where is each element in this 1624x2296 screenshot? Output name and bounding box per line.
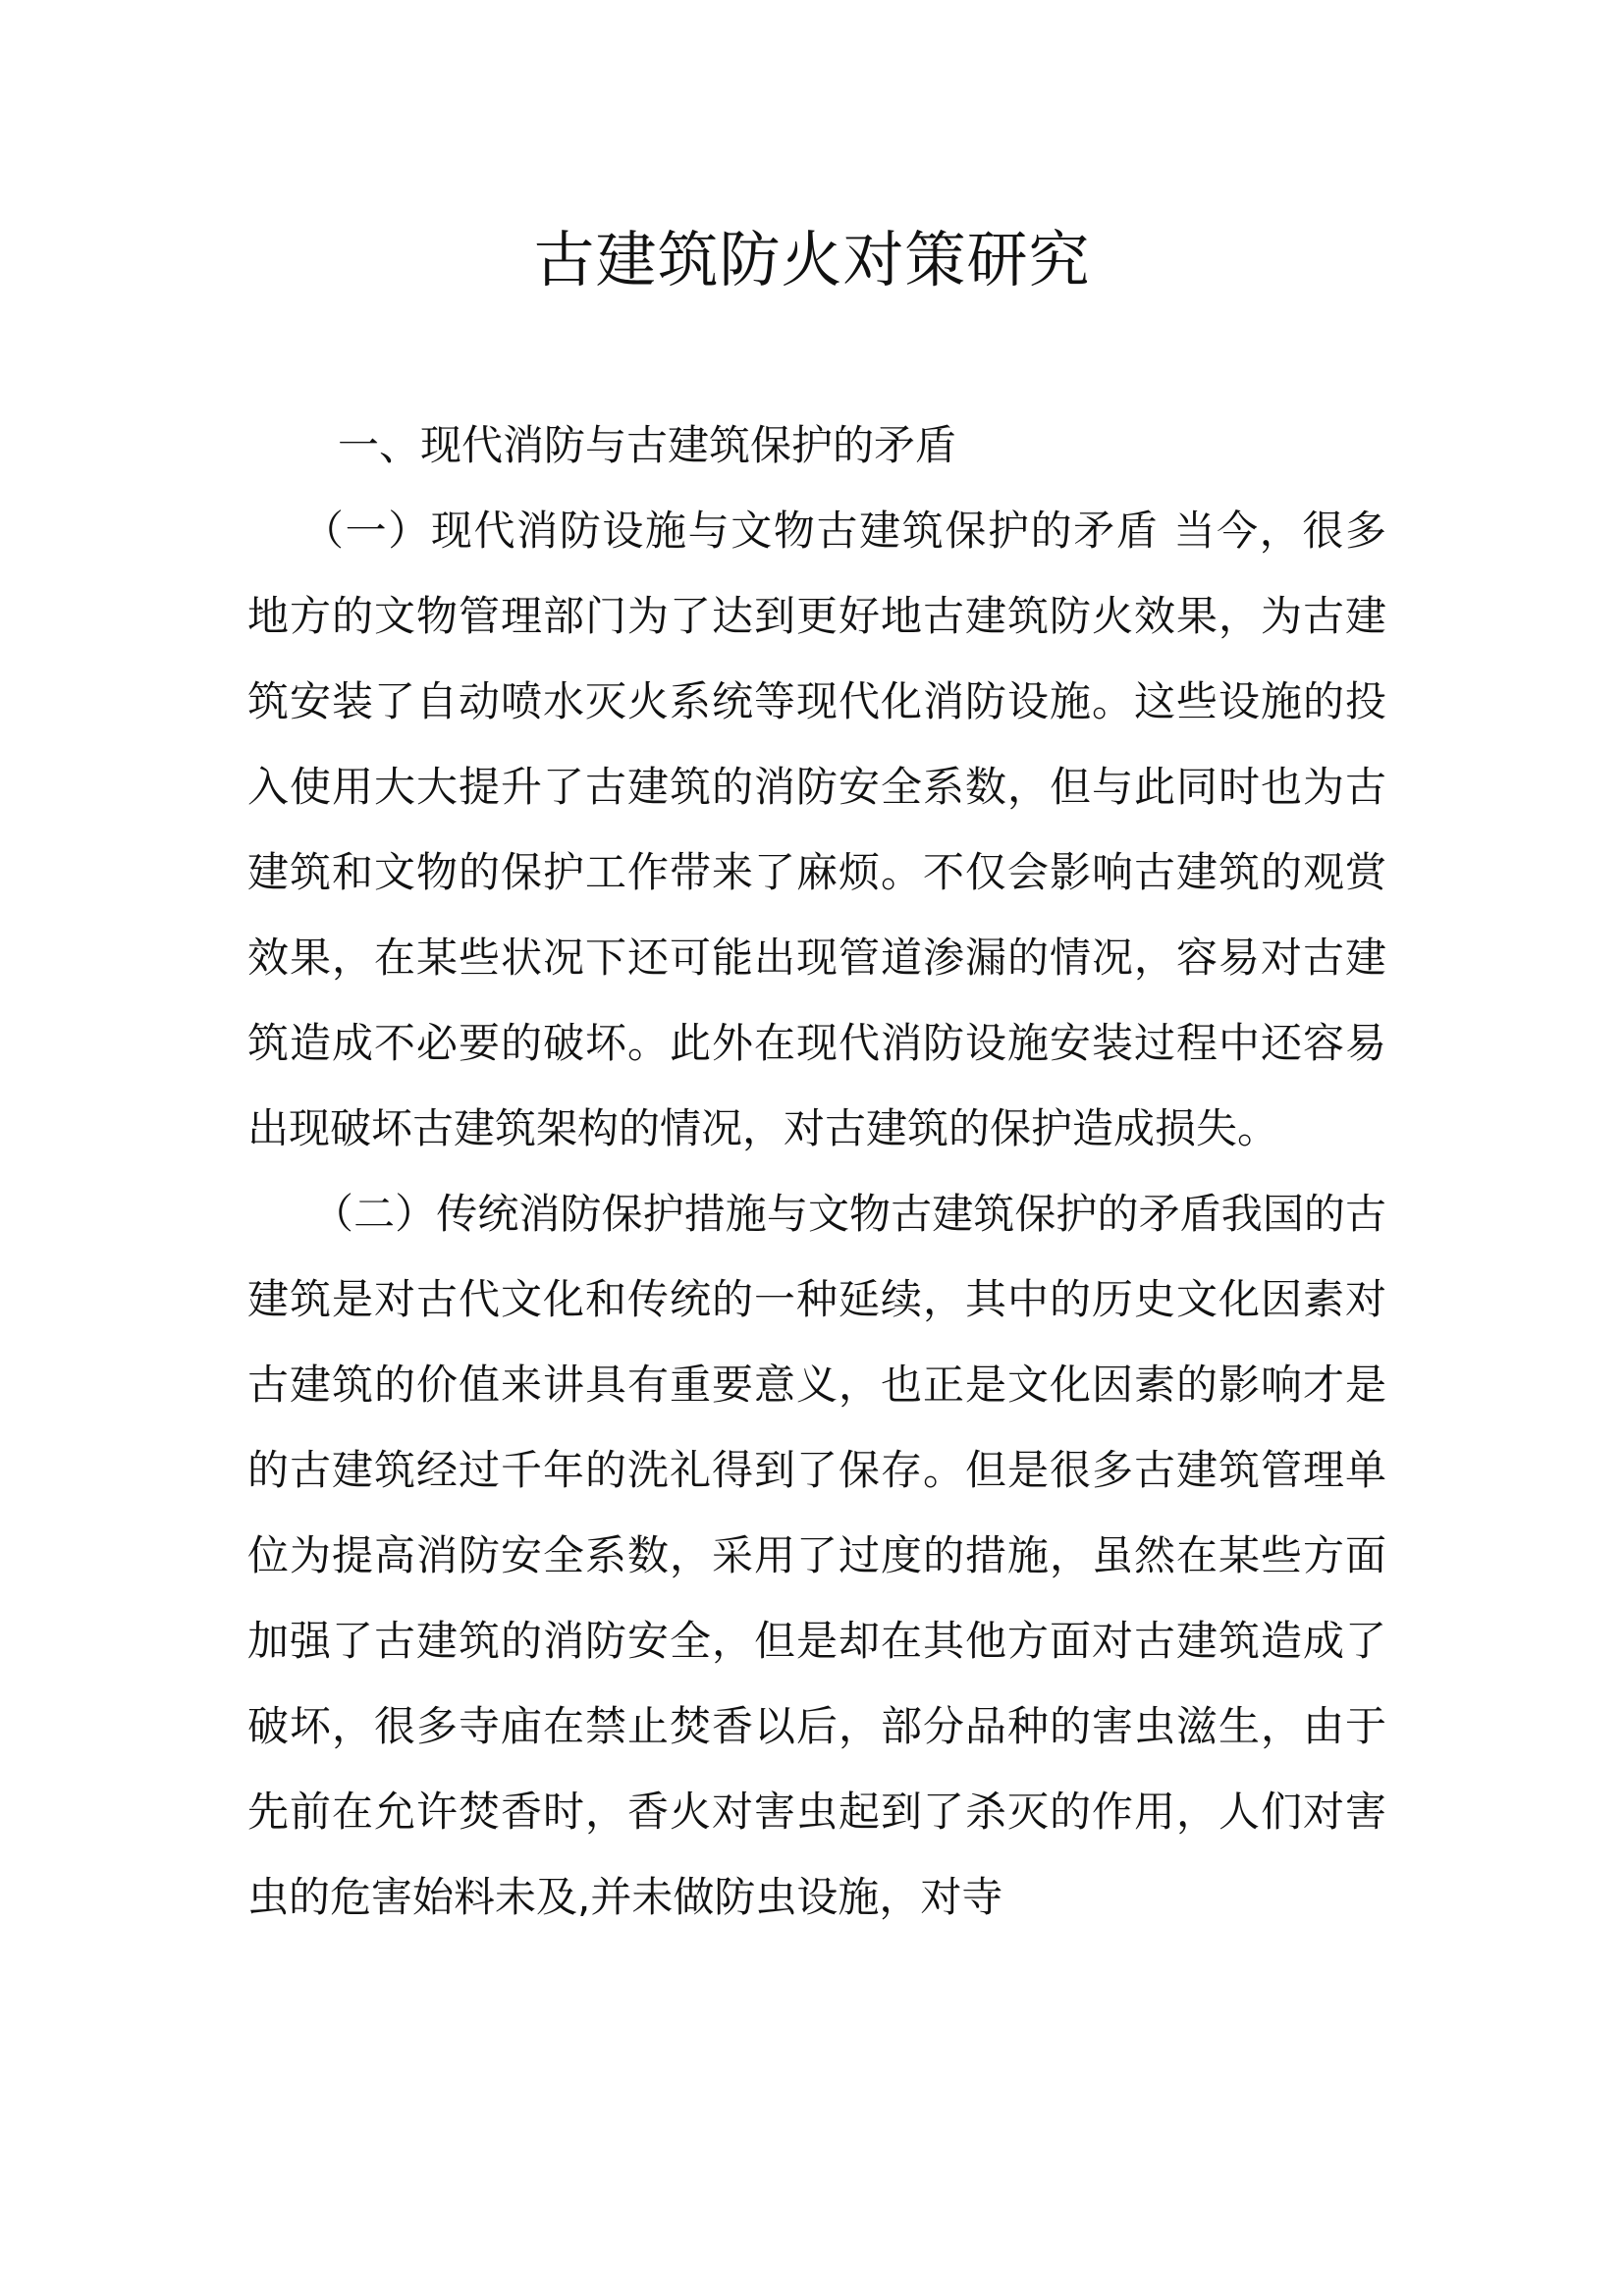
document-title: 古建筑防火对策研究	[533, 224, 1091, 295]
section-heading: 一、现代消防与古建筑保护的矛盾	[338, 421, 957, 469]
document-body	[247, 402, 1386, 1940]
paragraph-2: （二）传统消防保护措施与文物古建筑保护的矛盾我国的古建筑是对古代文化和传统的一种延续，其中的历史文化因素对古建筑的价值来讲具有重要意义，也正是文化因素的影响才是的古建筑经过千年的洗礼得到了保存。但是很多古建筑管理单位为提高消防安全系数，采用了过度的措施，虽然在某些方面加强了古建筑的消防安全，但是却在其他方面对古建筑造成了破坏，很多寺庙在禁止焚香以后，部分品种的害虫滋生，由于先前在允许焚香时，香火对害虫起到了杀灭的作用，人们对害虫的危害始料未及,并未做防虫设施，对寺	[247, 1190, 1386, 1921]
paragraph-1: （一）现代消防设施与文物古建筑保护的矛盾 当今，很多地方的文物管理部门为了达到更好地古建筑防火效果，为古建筑安装了自动喷水灭火系统等现代化消防设施。这些设施的投入使用大大提升了古建筑的消防安全系数，但与此同时也为古建筑和文物的保护工作带来了麻烦。不仅会影响古建筑的观赏效果，在某些状况下还可能出现管道渗漏的情况，容易对古建筑造成不必要的破坏。此外在现代消防设施安装过程中还容易出现破坏古建筑架构的情况，对古建筑的保护造成损失。	[247, 507, 1386, 1152]
